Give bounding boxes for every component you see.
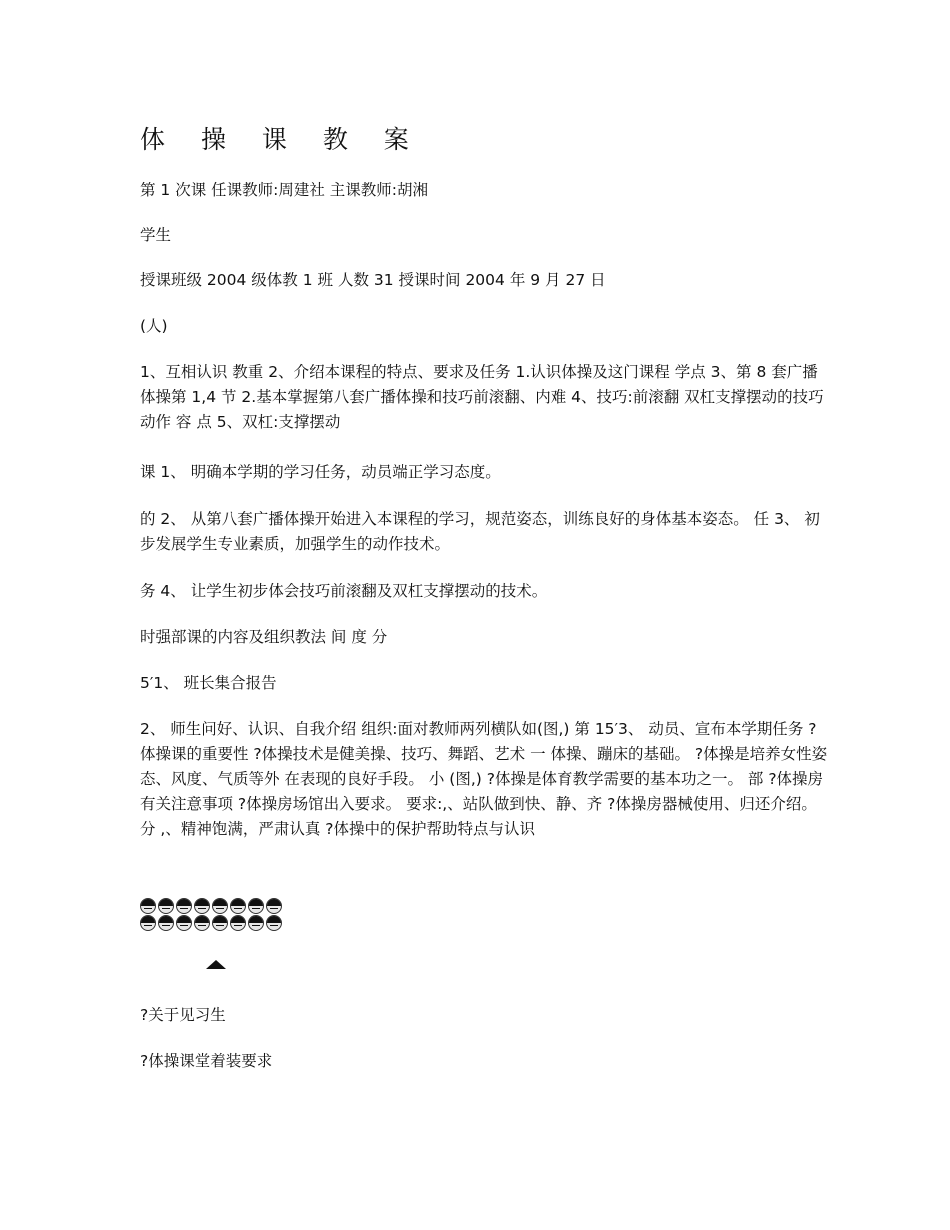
- student-icon: [158, 898, 174, 914]
- students-label: 学生: [140, 226, 172, 244]
- lesson-info-line: 第 1 次课 任课教师:周建社 主课教师:胡湘: [140, 181, 429, 199]
- note-observers: ?关于见习生: [140, 1006, 226, 1024]
- student-icon: [230, 915, 246, 931]
- step-1: 5′1、 班长集合报告: [140, 674, 277, 692]
- student-icon: [266, 898, 282, 914]
- section-header: 时强部课的内容及组织教法 间 度 分: [140, 628, 388, 646]
- people-unit-label: (人): [140, 317, 168, 335]
- key-points-paragraph: 1、互相认识 教重 2、介绍本课程的特点、要求及任务 1.认识体操及这门课程 学点 3、第 8 套广播体操第 1,4 节 2.基本掌握第八套广播体操和技巧前滚翻、内难 4、技巧:前滚翻 双杠支撑摆动的技巧动作 容 点 5、双杠:支撑摆动: [140, 363, 824, 431]
- formation-diagram: [140, 898, 282, 931]
- class-info-line: 授课班级 2004 级体教 1 班 人数 31 授课时间 2004 年 9 月 27 日: [140, 271, 606, 289]
- document-title: 体 操 课 教 案: [140, 125, 423, 154]
- note-dress-code: ?体操课堂着装要求: [140, 1052, 273, 1070]
- student-icon: [266, 915, 282, 931]
- student-icon: [212, 915, 228, 931]
- student-icon: [194, 915, 210, 931]
- task-item-2-3: 的 2、 从第八套广播体操开始进入本课程的学习，规范姿态，训练良好的身体基本姿态。 任 3、 初步发展学生专业素质，加强学生的动作技术。: [140, 510, 820, 553]
- student-icon: [158, 915, 174, 931]
- student-icon: [140, 898, 156, 914]
- student-icon: [140, 915, 156, 931]
- student-icon: [194, 898, 210, 914]
- student-icon: [176, 898, 192, 914]
- organization-paragraph: 2、 师生问好、认识、自我介绍 组织:面对教师两列横队如(图,) 第 15′3、 动员、宣布本学期任务 ?体操课的重要性 ?体操技术是健美操、技巧、舞蹈、艺术 一 体操、蹦床的基础。 ?体操是培养女性姿态、风度、气质等外 在表现的良好手段。 小 (图,) ?体操是体育教学需要的基本功之一。 部 ?体操房有关注意事项 ?体操房场馆出入要求。 要求:,、站队做到快、静、齐 ?体操房器械使用、归还介绍。 分 ,、精神饱满，严肃认真 ?体操中的保护帮助特点与认识: [140, 720, 828, 838]
- student-icon: [212, 898, 228, 914]
- formation-row-1: [140, 898, 282, 914]
- task-item-4: 务 4、 让学生初步体会技巧前滚翻及双杠支撑摆动的技术。: [140, 582, 548, 600]
- student-icon: [248, 898, 264, 914]
- student-icon: [176, 915, 192, 931]
- student-icon: [230, 898, 246, 914]
- task-item-1: 课 1、 明确本学期的学习任务，动员端正学习态度。: [140, 463, 501, 481]
- student-icon: [248, 915, 264, 931]
- teacher-triangle-icon: [206, 960, 226, 969]
- formation-row-2: [140, 915, 282, 931]
